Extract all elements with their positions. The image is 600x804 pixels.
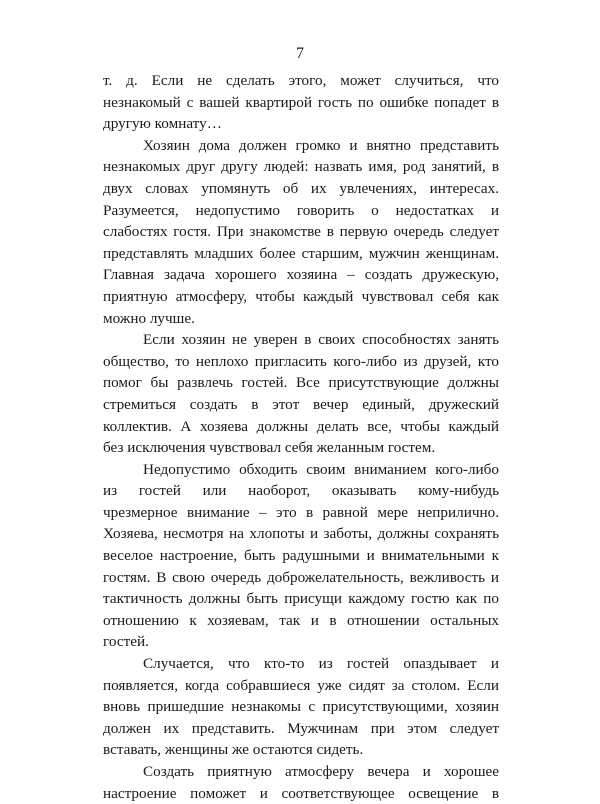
text-line: общество, то неплохо пригласить кого-либо из друзей, кто (103, 352, 499, 370)
paragraph (103, 70, 499, 135)
text-line: чрезмерное внимание – это в равной мере неприлично. (103, 503, 499, 521)
text-line: вновь пришедшие незнакомы с присутствующими, хозяин (103, 698, 499, 716)
text-line: появляется, когда собравшиеся уже сидят за столом. Если (103, 676, 499, 694)
text-line: можно лучше. (103, 309, 195, 327)
text-line: незнакомых друг другу людей: назвать имя, род занятий, в (103, 158, 499, 176)
text-line: представлять младших более старшим, мужчин женщинам. (103, 244, 499, 262)
text-line: настроение поможет и соответствующее освещение в (103, 784, 499, 802)
paragraph (103, 761, 499, 804)
page-number: 7 (296, 45, 304, 62)
text-line: незнакомый с вашей квартирой гость по ошибке попадет в (103, 93, 499, 111)
text-line: Недопустимо обходить своим вниманием кого-либо (143, 460, 499, 478)
text-line: Хозяева, несмотря на хлопоты и заботы, должны сохранять (103, 525, 499, 543)
text-line: тактичность должны быть присущи каждому гостю как по (103, 590, 499, 608)
text-line: Хозяин дома должен громко и внятно представить (143, 136, 499, 154)
text-line: вставать, женщины же остаются сидеть. (103, 741, 364, 759)
text-line: Создать приятную атмосферу вечера и хорошее (143, 763, 499, 780)
text-line: т. д. Если не сделать этого, может случиться, что (103, 72, 499, 89)
text-line: отношению к хозяевам, так и в отношении остальных (103, 611, 499, 629)
text-line: без исключения чувствовал себя желанным гостем. (103, 439, 436, 457)
text-line: Если хозяин не уверен в своих способностях занять (143, 331, 499, 349)
text-line: из гостей или наоборот, оказывать кому-нибудь (103, 482, 499, 500)
text-line: коллектив. А хозяева должны делать все, чтобы каждый (103, 417, 499, 435)
page-text (103, 70, 499, 804)
paragraph (103, 653, 499, 761)
paragraph (103, 135, 499, 329)
text-line: Разумеется, недопустимо говорить о недостатках и (103, 201, 499, 219)
text-line: стремиться создать в этот вечер единый, дружеский (103, 395, 499, 413)
text-line: гостей. (103, 633, 149, 651)
text-line: приятную атмосферу, чтобы каждый чувствовал себя как (103, 287, 499, 305)
paragraph (103, 329, 499, 459)
paragraph (103, 459, 499, 653)
text-line: веселое настроение, быть радушными и внимательными к (103, 547, 499, 565)
text-line: Случается, что кто-то из гостей опаздывает и (143, 655, 499, 673)
text-line: слабостях гостя. При знакомстве в первую очередь следует (103, 223, 499, 241)
text-line: двух словах упомянуть об их увлечениях, интересах. (103, 179, 499, 197)
text-line: должен их представить. Мужчинам при этом следует (103, 719, 499, 737)
text-line: Главная задача хорошего хозяина – создать дружескую, (103, 266, 499, 284)
text-line: другую комнату… (103, 115, 222, 133)
text-line: помог бы развлечь гостей. Все присутствующие должны (103, 374, 499, 392)
text-line: гостям. В свою очередь доброжелательность, вежливость и (103, 568, 499, 586)
